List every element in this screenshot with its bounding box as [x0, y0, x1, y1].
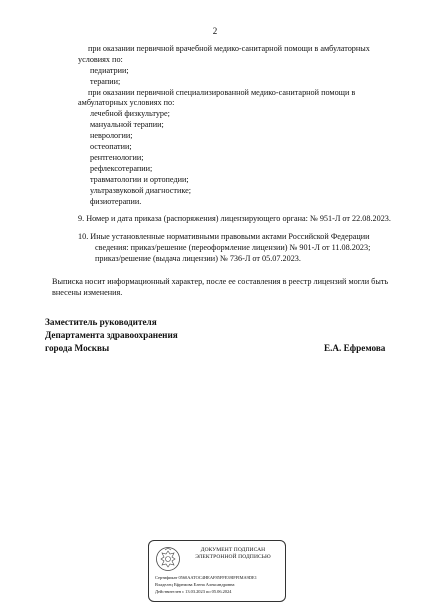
stamp-owner: Владелец Ефремова Елена Александровна — [155, 582, 235, 587]
item-10-line2: сведения: приказ/решение (переоформление лицензии) № 901-Л от 11.08.2023; — [95, 243, 371, 252]
notice-line2: внесены изменения. — [52, 288, 123, 297]
specialized-care-item: мануальной терапии; — [90, 120, 164, 129]
specialized-care-item: физиотерапии. — [90, 197, 142, 206]
stamp-title-line1: ДОКУМЕНТ ПОДПИСАН — [200, 547, 266, 553]
specialized-care-item: рефлексотерапии; — [90, 164, 153, 173]
stamp-title — [183, 547, 283, 561]
signatory-position-line2: Департамента здравоохранения — [45, 330, 178, 340]
notice-line1: Выписка носит информационный характер, после ее составления в реестр лицензий могли быть — [52, 277, 389, 286]
signatory-name: Е.А. Ефремова — [324, 343, 386, 353]
specialized-care-item: неврологии; — [90, 131, 133, 140]
electronic-signature-stamp — [148, 540, 286, 602]
signatory-position-line1: Заместитель руководителя — [45, 317, 157, 327]
item-9-order-number: 9. Номер и дата приказа (распоряжения) лицензирующего органа: № 951-Л от 22.08.2023. — [78, 214, 391, 223]
specialized-care-item: остеопатии; — [90, 142, 132, 151]
coat-of-arms-icon — [155, 546, 181, 572]
specialized-care-item: лечебной физкультуре; — [90, 109, 170, 118]
stamp-title-line2: ЭЛЕКТРОННОЙ ПОДПИСЬЮ — [195, 554, 271, 560]
specialized-care-item: травматологии и ортопедии; — [90, 175, 189, 184]
item-10-line1: 10. Иные установленные нормативными правовыми актами Российской Федерации — [78, 232, 370, 241]
specialized-care-intro-line1: при оказании первичной специализированной медико-санитарной помощи в — [88, 88, 356, 97]
primary-care-intro-line2: условиях по: — [78, 55, 123, 64]
signatory-position-line3: города Москвы — [45, 343, 110, 353]
page-number: 2 — [212, 26, 218, 36]
stamp-validity: Действителен с 13.03.2023 по 05.06.2024 — [155, 589, 232, 594]
specialized-care-item: рентгенологии; — [90, 153, 144, 162]
primary-care-item: педиатрии; — [90, 66, 129, 75]
primary-care-intro-line1: при оказании первичной врачебной медико-санитарной помощи в амбулаторных — [88, 44, 370, 53]
item-10-line3: приказ/решение (выдача лицензии) № 736-Л от 05.07.2023. — [95, 254, 301, 263]
stamp-certificate: Сертификат 0560AATOC4HEAF85FFE39IFFIMA9DE1 — [155, 575, 257, 580]
primary-care-item: терапии; — [90, 77, 121, 86]
specialized-care-item: ультразвуковой диагностике; — [90, 186, 192, 195]
specialized-care-intro-line2: амбулаторных условиях по: — [78, 98, 175, 107]
